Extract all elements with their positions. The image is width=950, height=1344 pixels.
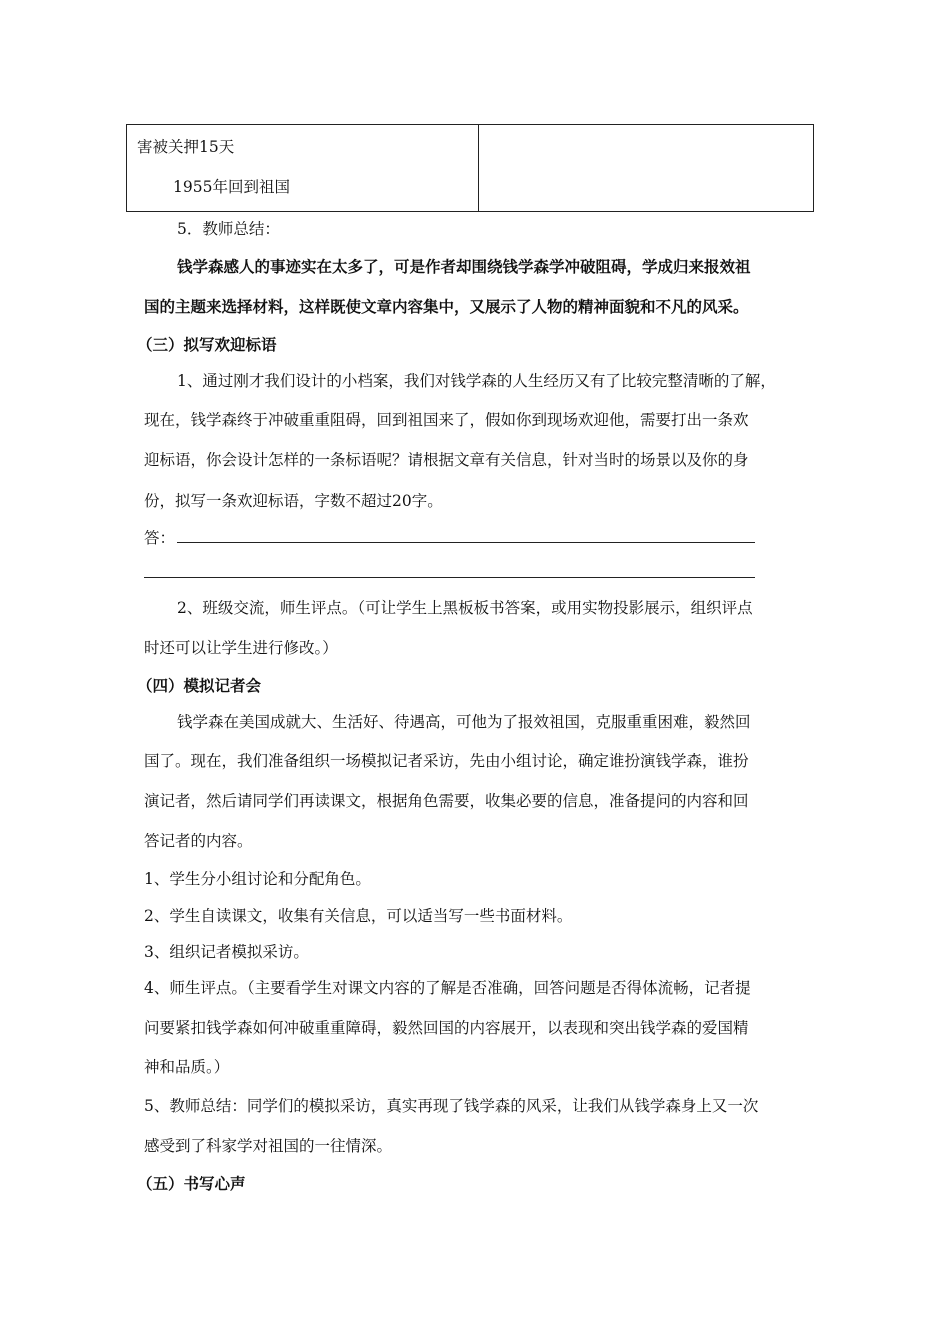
record-table — [126, 124, 814, 212]
section4-intro-line4: 答记者的内容。 — [144, 832, 253, 850]
table-column-divider — [478, 125, 479, 211]
section4-item3: 3、组织记者模拟采访。 — [144, 943, 309, 961]
section4-item4-line2: 问要紧扣钱学森如何冲破重重障碍，毅然回国的内容展开，以表现和突出钱学森的爱国精 — [144, 1019, 749, 1037]
section5-heading: （五）书写心声 — [137, 1175, 246, 1193]
section3-p2-line1: 2、班级交流，师生评点。（可让学生上黑板板书答案，或用实物投影展示，组织评点 — [177, 599, 753, 617]
section3-heading: （三）拟写欢迎标语 — [137, 336, 277, 354]
section4-intro-line3: 演记者，然后请同学们再读课文，根据角色需要，收集必要的信息，准备提问的内容和回 — [144, 792, 749, 810]
section3-p1-line4: 份，拟写一条欢迎标语，字数不超过20字。 — [144, 492, 443, 510]
section3-p1-line2: 现在，钱学森终于冲破重重阻碍，回到祖国来了，假如你到现场欢迎他，需要打出一条欢 — [144, 411, 749, 429]
table-cell-left-line2: 1955年回到祖国 — [173, 178, 290, 196]
answer-line-2[interactable] — [144, 577, 755, 578]
section3-p2-line2: 时还可以让学生进行修改。） — [144, 639, 338, 657]
section4-heading: （四）模拟记者会 — [137, 677, 262, 695]
section4-item1: 1、学生分小组讨论和分配角色。 — [144, 870, 371, 888]
section4-item5-line1: 5、教师总结：同学们的模拟采访，真实再现了钱学森的风采，让我们从钱学森身上又一次 — [144, 1097, 759, 1115]
answer-line-1[interactable] — [177, 542, 755, 543]
section4-intro-line2: 国了。现在，我们准备组织一场模拟记者采访，先由小组讨论，确定谁扮演钱学森，谁扮 — [144, 752, 749, 770]
section4-item2: 2、学生自读课文，收集有关信息，可以适当写一些书面材料。 — [144, 907, 573, 925]
section4-item4-line3: 神和品质。） — [144, 1058, 230, 1076]
answer-label: 答： — [144, 529, 176, 547]
section4-item4-line1: 4、师生评点。（主要看学生对课文内容的了解是否准确，回答问题是否得体流畅，记者提 — [144, 979, 751, 997]
section3-p1-line3: 迎标语，你会设计怎样的一条标语呢？请根据文章有关信息，针对当时的场景以及你的身 — [144, 451, 749, 469]
section4-intro-line1: 钱学森在美国成就大、生活好、待遇高，可他为了报效祖国，克服重重困难，毅然回 — [177, 713, 751, 731]
summary-line1: 钱学森感人的事迹实在太多了，可是作者却围绕钱学森学冲破阻碍，学成归来报效祖 — [177, 258, 751, 276]
step5-label: 5．教师总结： — [177, 220, 280, 238]
section4-item5-line2: 感受到了科家学对祖国的一往情深。 — [144, 1137, 393, 1155]
section3-p1-line1: 1、通过刚才我们设计的小档案，我们对钱学森的人生经历又有了比较完整清晰的了解， — [177, 372, 776, 390]
summary-line2: 国的主题来选择材料，这样既使文章内容集中，又展示了人物的精神面貌和不凡的风采。 — [144, 298, 749, 316]
table-cell-left-line1: 害被关押15天 — [137, 138, 235, 156]
